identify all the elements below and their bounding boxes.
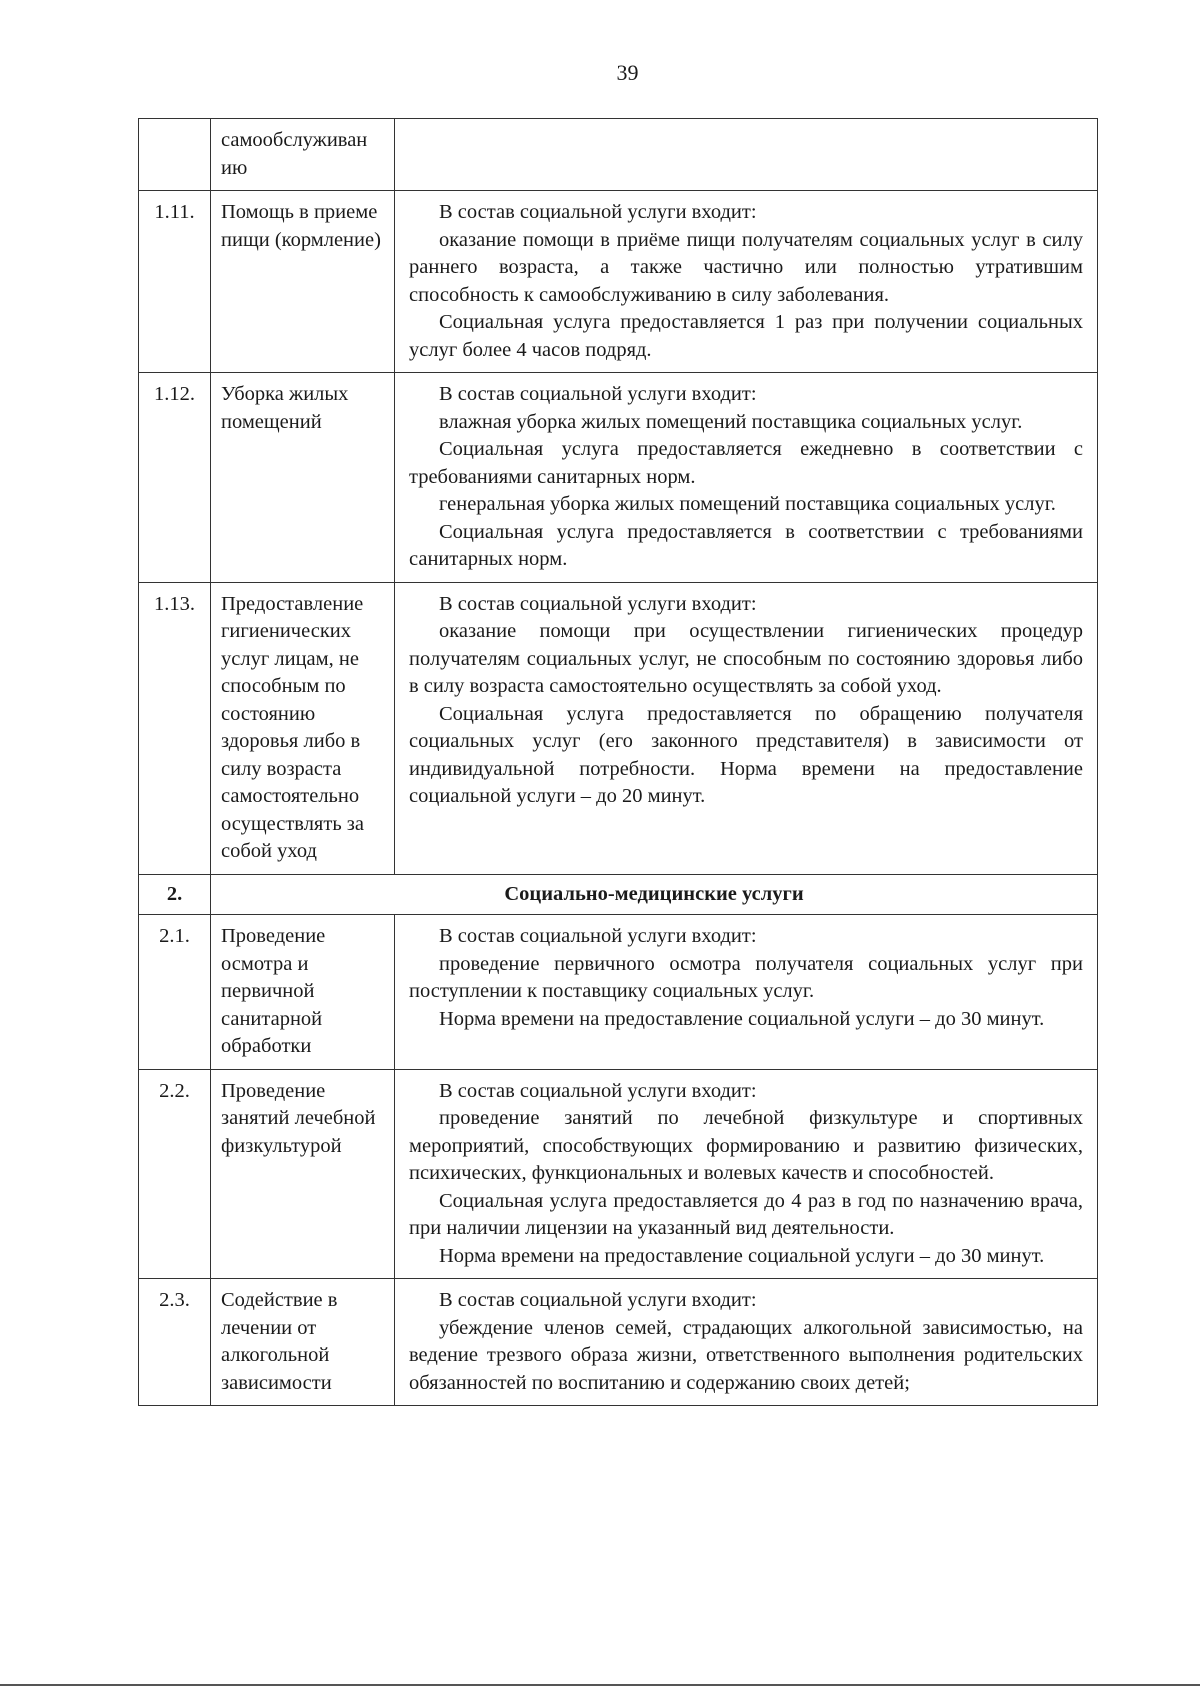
description-paragraph: влажная уборка жилых помещений поставщика социальных услуг.	[439, 410, 1023, 433]
service-description	[395, 373, 1097, 582]
page-number: 39	[616, 60, 639, 85]
service-name: Содействие в лечении от алкогольной зависимости	[221, 1289, 338, 1394]
service-name-cell	[211, 373, 395, 583]
service-name: самообслуживан ию	[221, 129, 368, 179]
service-name-cell	[211, 1279, 395, 1406]
description-paragraph: В состав социальной услуги входит:	[439, 592, 757, 615]
table-row	[139, 582, 1098, 874]
description-paragraph: оказание помощи при осуществлении гигиенических процедур получателям социальных услуг, не способным по состоянию здоровья либо в силу возраста самостоятельно осуществлять за собой уход.	[409, 620, 1083, 697]
service-name: Уборка жилых помещений	[221, 383, 349, 433]
description-paragraph: Социальная услуга предоставляется в соответствии с требованиями санитарных норм.	[409, 520, 1083, 570]
service-description	[395, 1279, 1097, 1405]
section-header-row	[139, 874, 1098, 915]
service-description	[395, 191, 1097, 372]
service-description-cell	[395, 373, 1098, 583]
row-number: 2.2.	[159, 1079, 190, 1102]
service-description-cell	[395, 915, 1098, 1070]
table-row	[139, 373, 1098, 583]
services-table-body	[139, 119, 1098, 1406]
service-name: Проведение занятий лечебной физкультурой	[221, 1079, 376, 1157]
description-paragraph: Социальная услуга предоставляется по обращению получателя социальных услуг (его законного представителя) в зависимости от индивидуальной потребности. Норма времени на предоставление социальной услуги – до 20 минут.	[409, 702, 1083, 807]
service-description	[395, 119, 1097, 135]
row-number: 1.13.	[154, 592, 195, 615]
description-paragraph: В состав социальной услуги входит:	[439, 925, 757, 947]
table-row	[139, 1069, 1098, 1279]
table-row	[139, 1279, 1098, 1406]
service-name: Предоставление гигиенических услуг лицам, не способным по состоянию здоровья либо в силу возраста самостоятельно осуществлять за собой уход	[221, 592, 364, 862]
section-title-cell	[211, 874, 1098, 915]
row-number: 1.11.	[154, 201, 195, 223]
description-paragraph: Норма времени на предоставление социальной услуги – до 30 минут.	[439, 1007, 1045, 1030]
description-paragraph: Социальная услуга предоставляется ежедневно в соответствии с требованиями санитарных норм.	[409, 438, 1083, 488]
page-bottom-rule	[0, 1684, 1200, 1686]
service-description-cell	[395, 1279, 1098, 1406]
service-description	[395, 1070, 1097, 1279]
row-number: 2.1.	[159, 925, 190, 947]
description-paragraph: В состав социальной услуги входит:	[439, 383, 757, 405]
service-name-cell	[211, 1069, 395, 1279]
service-name: Помощь в приеме пищи (кормление)	[221, 201, 381, 251]
section-number-cell	[139, 874, 211, 915]
row-number-cell	[139, 119, 211, 191]
service-name-cell	[211, 119, 395, 191]
table-row	[139, 915, 1098, 1070]
table-row	[139, 119, 1098, 191]
description-paragraph: В состав социальной услуги входит:	[439, 1079, 757, 1102]
description-paragraph: генеральная уборка жилых помещений поставщика социальных услуг.	[439, 493, 1056, 515]
row-number: 1.12.	[154, 383, 195, 405]
table-row	[139, 191, 1098, 373]
description-paragraph: Социальная услуга предоставляется 1 раз при получении социальных услуг более 4 часов подряд.	[409, 311, 1083, 361]
row-number-cell	[139, 373, 211, 583]
description-paragraph: убеждение членов семей, страдающих алкогольной зависимостью, на ведение трезвого образа жизни, ответственного выполнения родительских обязанностей по воспитанию и содержанию своих детей;	[409, 1316, 1083, 1394]
row-number-cell	[139, 915, 211, 1070]
description-paragraph: оказание помощи в приёме пищи получателям социальных услуг в силу раннего возраста, а также частично или полностью утратившим способность к самообслуживанию в силу заболевания.	[409, 228, 1083, 306]
service-description-cell	[395, 119, 1098, 191]
description-paragraph: проведение занятий по лечебной физкультуре и спортивных мероприятий, способствующих формированию и развитию физических, психических, функциональных и волевых качеств и способностей.	[409, 1107, 1083, 1184]
row-number-cell	[139, 191, 211, 373]
service-name-cell	[211, 582, 395, 874]
service-description-cell	[395, 582, 1098, 874]
service-name-cell	[211, 915, 395, 1070]
service-description	[395, 583, 1097, 819]
section-number: 2.	[166, 882, 183, 905]
row-number-cell	[139, 1279, 211, 1406]
services-table	[138, 118, 1098, 1406]
service-name: Проведение осмотра и первичной санитарной обработки	[221, 925, 326, 1057]
section-title: Социально-медицинские услуги	[504, 882, 804, 905]
description-paragraph: Социальная услуга предоставляется до 4 раз в год по назначению врача, при наличии лицензии на указанный вид деятельности.	[409, 1189, 1083, 1239]
service-description-cell	[395, 1069, 1098, 1279]
row-number-cell	[139, 582, 211, 874]
service-name-cell	[211, 191, 395, 373]
description-paragraph: Норма времени на предоставление социальной услуги – до 30 минут.	[439, 1244, 1045, 1267]
row-number: 2.3.	[159, 1289, 190, 1311]
row-number-cell	[139, 1069, 211, 1279]
service-description-cell	[395, 191, 1098, 373]
description-paragraph: В состав социальной услуги входит:	[439, 201, 757, 223]
service-description	[395, 915, 1097, 1041]
description-paragraph: проведение первичного осмотра получателя социальных услуг при поступлении к поставщику социальных услуг.	[409, 952, 1083, 1002]
description-paragraph: В состав социальной услуги входит:	[439, 1289, 757, 1311]
row-number	[139, 119, 210, 127]
